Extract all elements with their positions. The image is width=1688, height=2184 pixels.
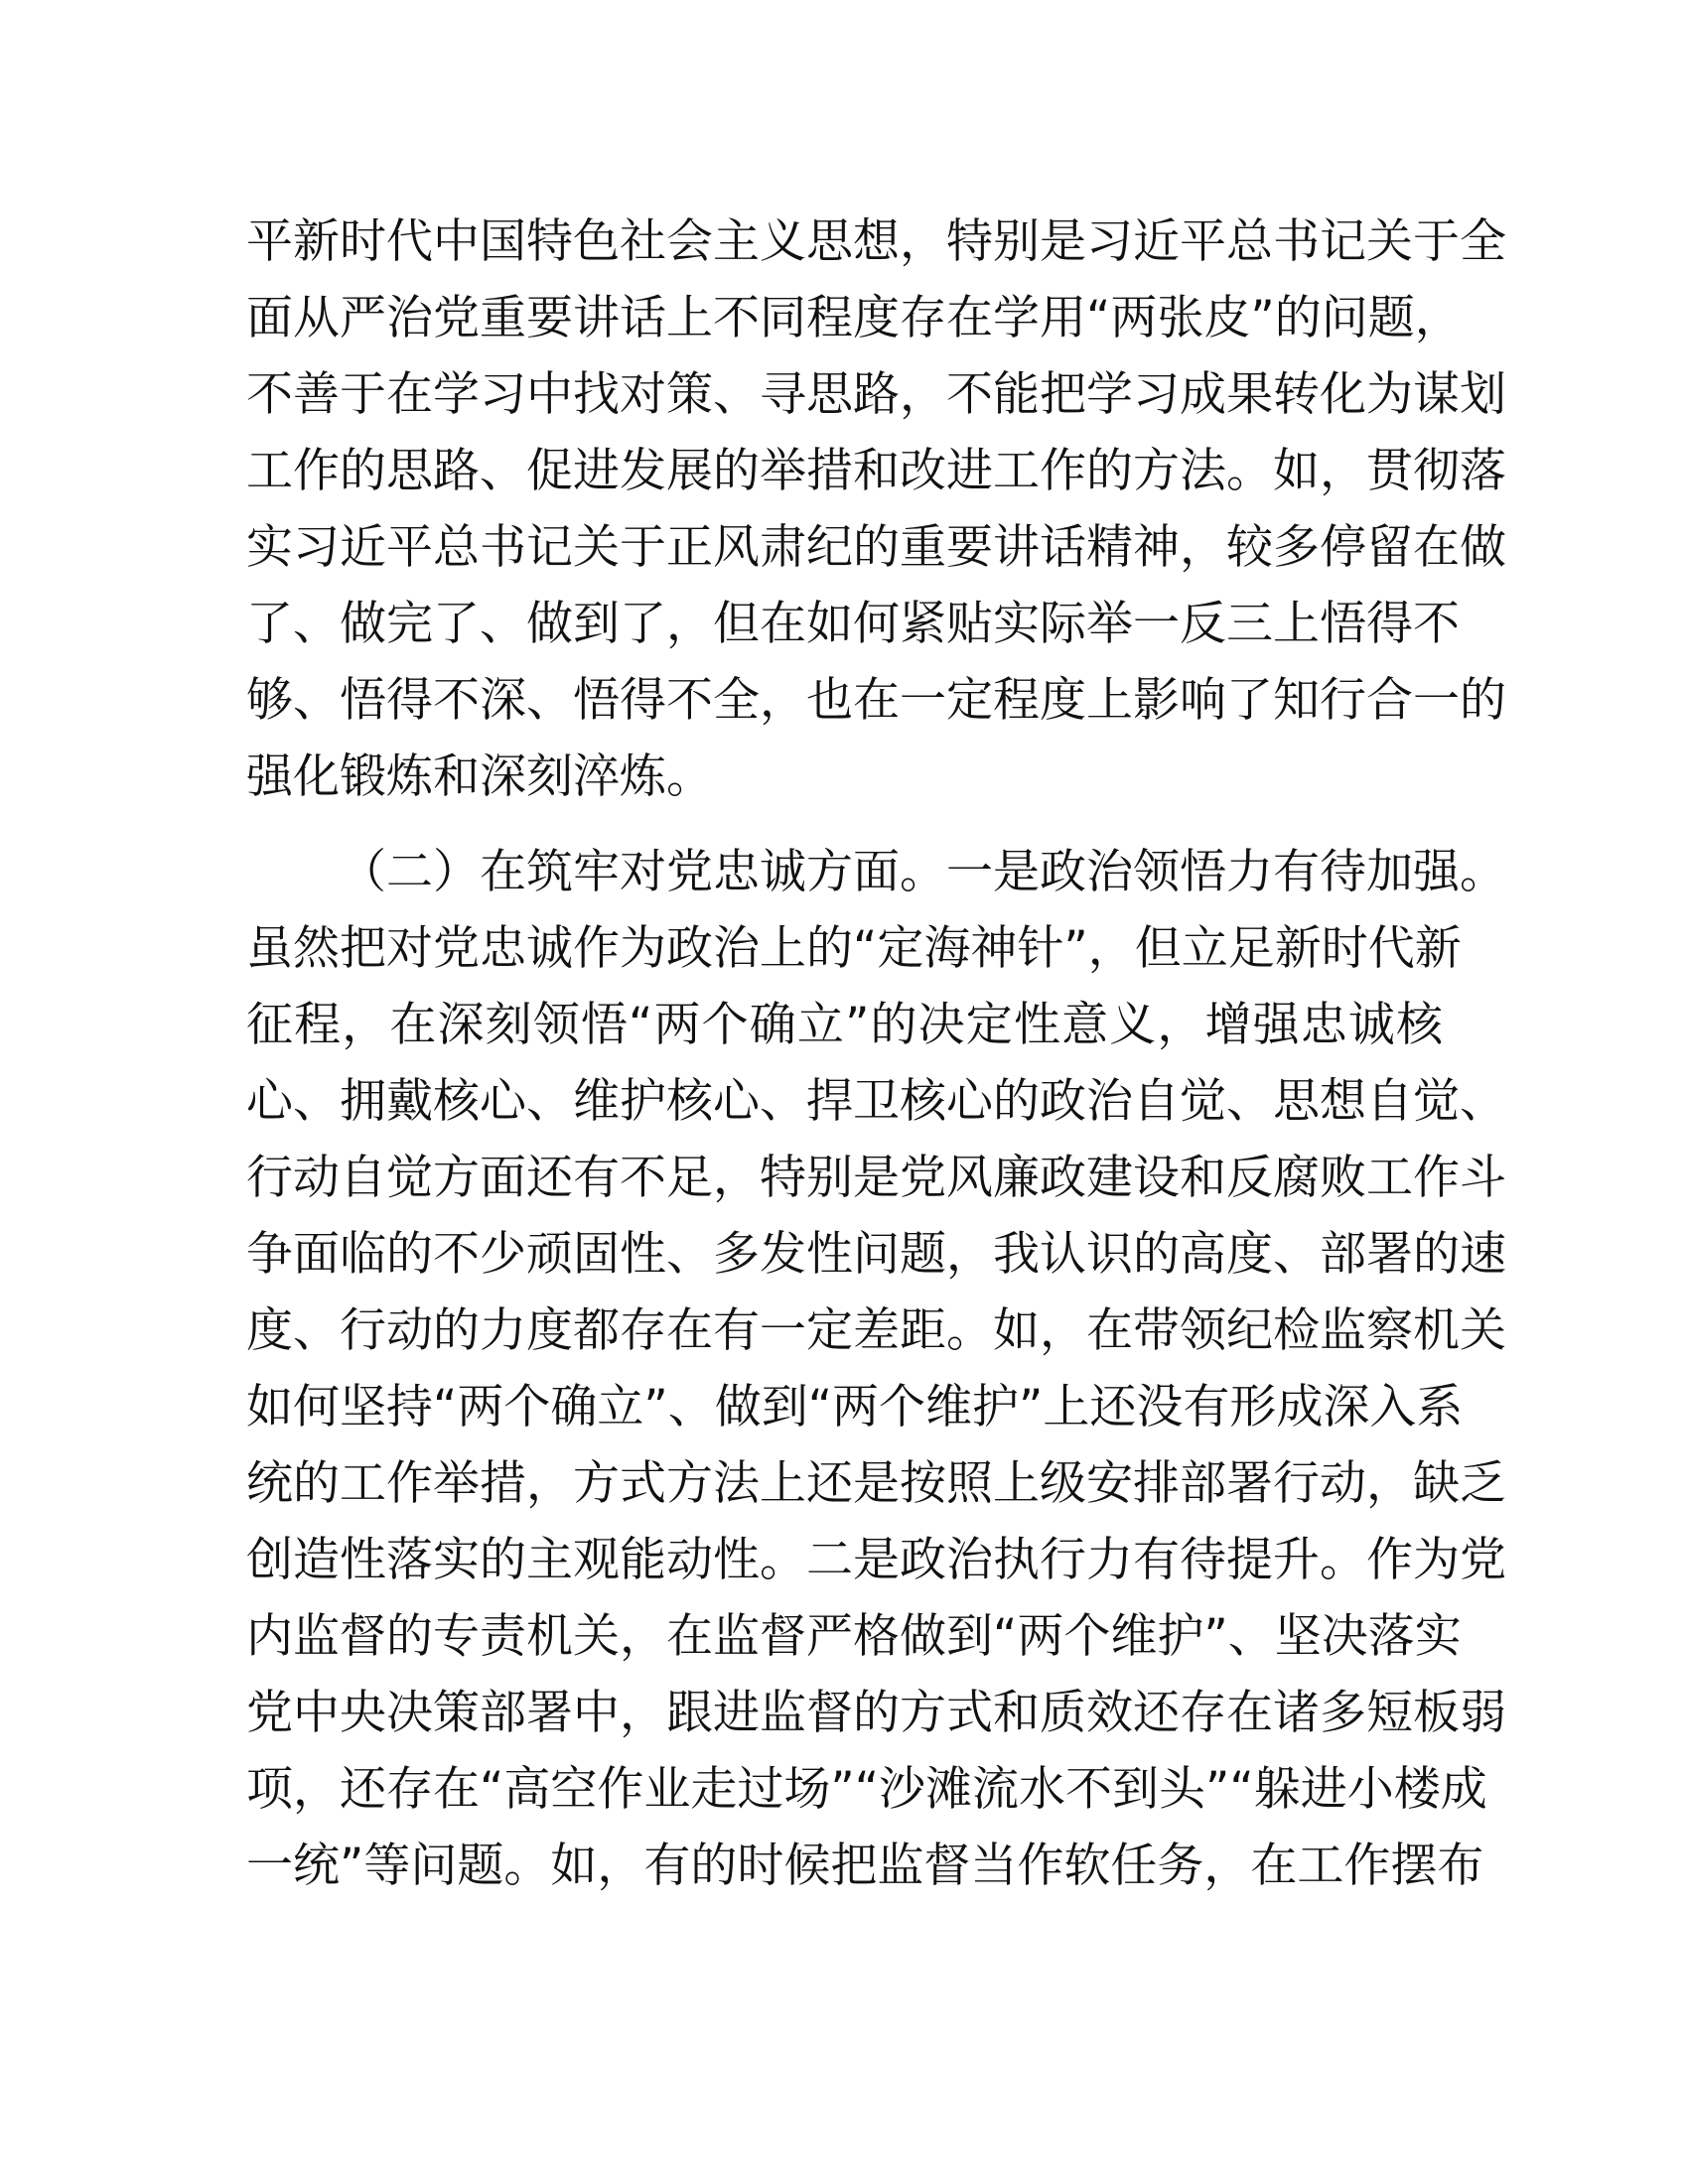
paragraph-line: 一统”等问题。如，有的时候把监督当作软任务，在工作摆布	[246, 1839, 1484, 1893]
paragraph-line: 工作的思路、促进发展的举措和改进工作的方法。如，贯彻落	[246, 444, 1506, 498]
paragraph-line: 够、悟得不深、悟得不全，也在一定程度上影响了知行合一的	[246, 673, 1506, 728]
paragraph-line: 行动自觉方面还有不足，特别是党风廉政建设和反腐败工作斗	[246, 1151, 1506, 1205]
document-body	[246, 204, 1506, 1904]
paragraph-line: 不善于在学习中找对策、寻思路，不能把学习成果转化为谋划	[246, 367, 1506, 422]
paragraph-line: 项，还存在“高空作业走过场”“沙滩流水不到头”“躲进小楼成	[246, 1762, 1487, 1817]
paragraph-heading-line: （二）在筑牢对党忠诚方面。一是政治领悟力有待加强。	[340, 845, 1506, 899]
paragraph-2	[246, 834, 1506, 1904]
paragraph-line: 实习近平总书记关于正风肃纪的重要讲话精神，较多停留在做	[246, 520, 1506, 575]
paragraph-line: 统的工作举措，方式方法上还是按照上级安排部署行动，缺乏	[246, 1456, 1506, 1511]
paragraph-line: 强化锻炼和深刻淬炼。	[246, 750, 713, 804]
paragraph-line: 面从严治党重要讲话上不同程度存在学用“两张皮”的问题，	[246, 291, 1462, 345]
paragraph-1	[246, 204, 1506, 815]
paragraph-line: 争面临的不少顽固性、多发性问题，我认识的高度、部署的速	[246, 1227, 1506, 1282]
paragraph-line: 如何坚持“两个确立”、做到“两个维护”上还没有形成深入系	[246, 1380, 1464, 1434]
paragraph-line: 了、做完了、做到了，但在如何紧贴实际举一反三上悟得不	[246, 597, 1460, 651]
paragraph-line: 征程，在深刻领悟“两个确立”的决定性意义，增强忠诚核	[246, 998, 1443, 1052]
paragraph-spacer	[246, 815, 1443, 834]
paragraph-line: 虽然把对党忠诚作为政治上的“定海神针”，但立足新时代新	[246, 921, 1462, 976]
paragraph-line: 内监督的专责机关，在监督严格做到“两个维护”、坚决落实	[246, 1609, 1462, 1664]
paragraph-line: 心、拥戴核心、维护核心、捍卫核心的政治自觉、思想自觉、	[246, 1074, 1506, 1129]
paragraph-line: 平新时代中国特色社会主义思想，特别是习近平总书记关于全	[246, 214, 1506, 269]
paragraph-line: 度、行动的力度都存在有一定差距。如，在带领纪检监察机关	[246, 1303, 1506, 1358]
paragraph-line: 党中央决策部署中，跟进监督的方式和质效还存在诸多短板弱	[246, 1686, 1506, 1740]
paragraph-line: 创造性落实的主观能动性。二是政治执行力有待提升。作为党	[246, 1533, 1506, 1587]
